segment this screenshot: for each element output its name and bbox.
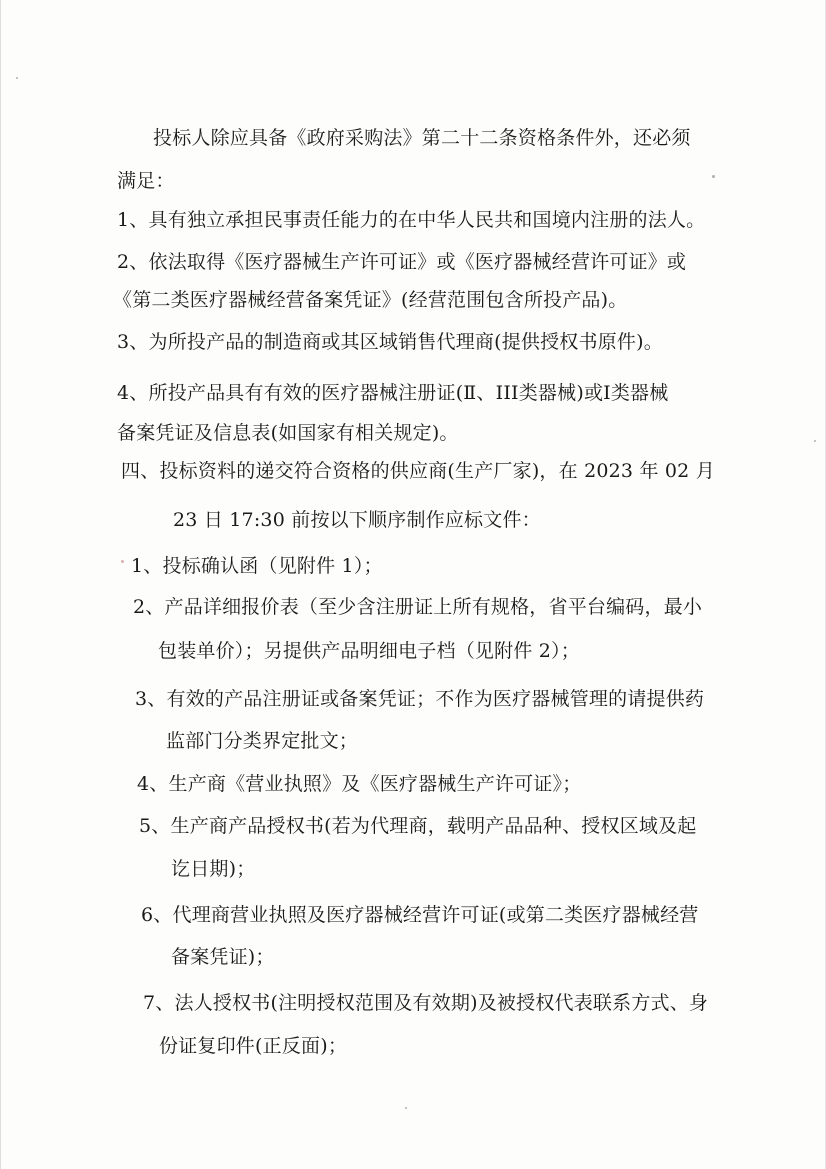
item-1: 1、投标确认函（见附件 1）； [131, 555, 383, 577]
item-2-cont: 包装单价）；另提供产品明细电子档（见附件 2）； [158, 640, 580, 662]
requirement-4-cont: 备案凭证及信息表(如国家有相关规定)。 [117, 422, 459, 444]
item-4: 4、生产商《营业执照》及《医疗器械生产许可证》； [137, 773, 582, 795]
item-7-cont: 份证复印件(正反面)； [159, 1035, 348, 1057]
item-6-cont: 备案凭证)； [171, 946, 275, 968]
intro-line-2: 满足： [117, 170, 175, 192]
scan-speck [405, 1107, 407, 1109]
requirement-2: 2、依法取得《医疗器械生产许可证》或《医疗器械经营许可证》或 [117, 251, 687, 273]
intro-line-1: 投标人除应具备《政府采购法》第二十二条资格条件外，还必须 [153, 127, 691, 149]
section-4-heading-cont: 23 日 17:30 前按以下顺序制作应标文件： [173, 509, 541, 531]
scan-speck [712, 175, 715, 178]
item-5-cont: 讫日期)； [171, 858, 256, 880]
requirement-4: 4、所投产品具有有效的医疗器械注册证(Ⅱ、III类器械)或Ⅰ类器械 [117, 382, 669, 404]
scan-speck [814, 440, 816, 442]
scan-speck [121, 560, 124, 563]
item-6: 6、代理商营业执照及医疗器械经营许可证(或第二类医疗器械经营 [141, 904, 699, 926]
requirement-3: 3、为所投产品的制造商或其区域销售代理商(提供授权书原件)。 [117, 331, 663, 353]
item-2: 2、产品详细报价表（至少含注册证上所有规格，省平台编码，最小 [133, 596, 703, 618]
item-3: 3、有效的产品注册证或备案凭证；不作为医疗器械管理的请提供药 [135, 688, 705, 710]
scan-speck [16, 77, 18, 79]
item-5: 5、生产商产品授权书(若为代理商，载明产品品种、授权区域及起 [139, 815, 697, 837]
requirement-1: 1、具有独立承担民事责任能力的在中华人民共和国境内注册的法人。 [117, 209, 706, 231]
requirement-2-cont: 《第二类医疗器械经营备案凭证》(经营范围包含所投产品)。 [113, 289, 628, 311]
section-4-heading: 四、投标资料的递交符合资格的供应商(生产厂家)，在 2023 年 02 月 [121, 460, 715, 482]
item-3-cont: 监部门分类界定批文； [166, 730, 359, 752]
item-7: 7、法人授权书(注明授权范围及有效期)及被授权代表联系方式、身 [143, 992, 709, 1014]
